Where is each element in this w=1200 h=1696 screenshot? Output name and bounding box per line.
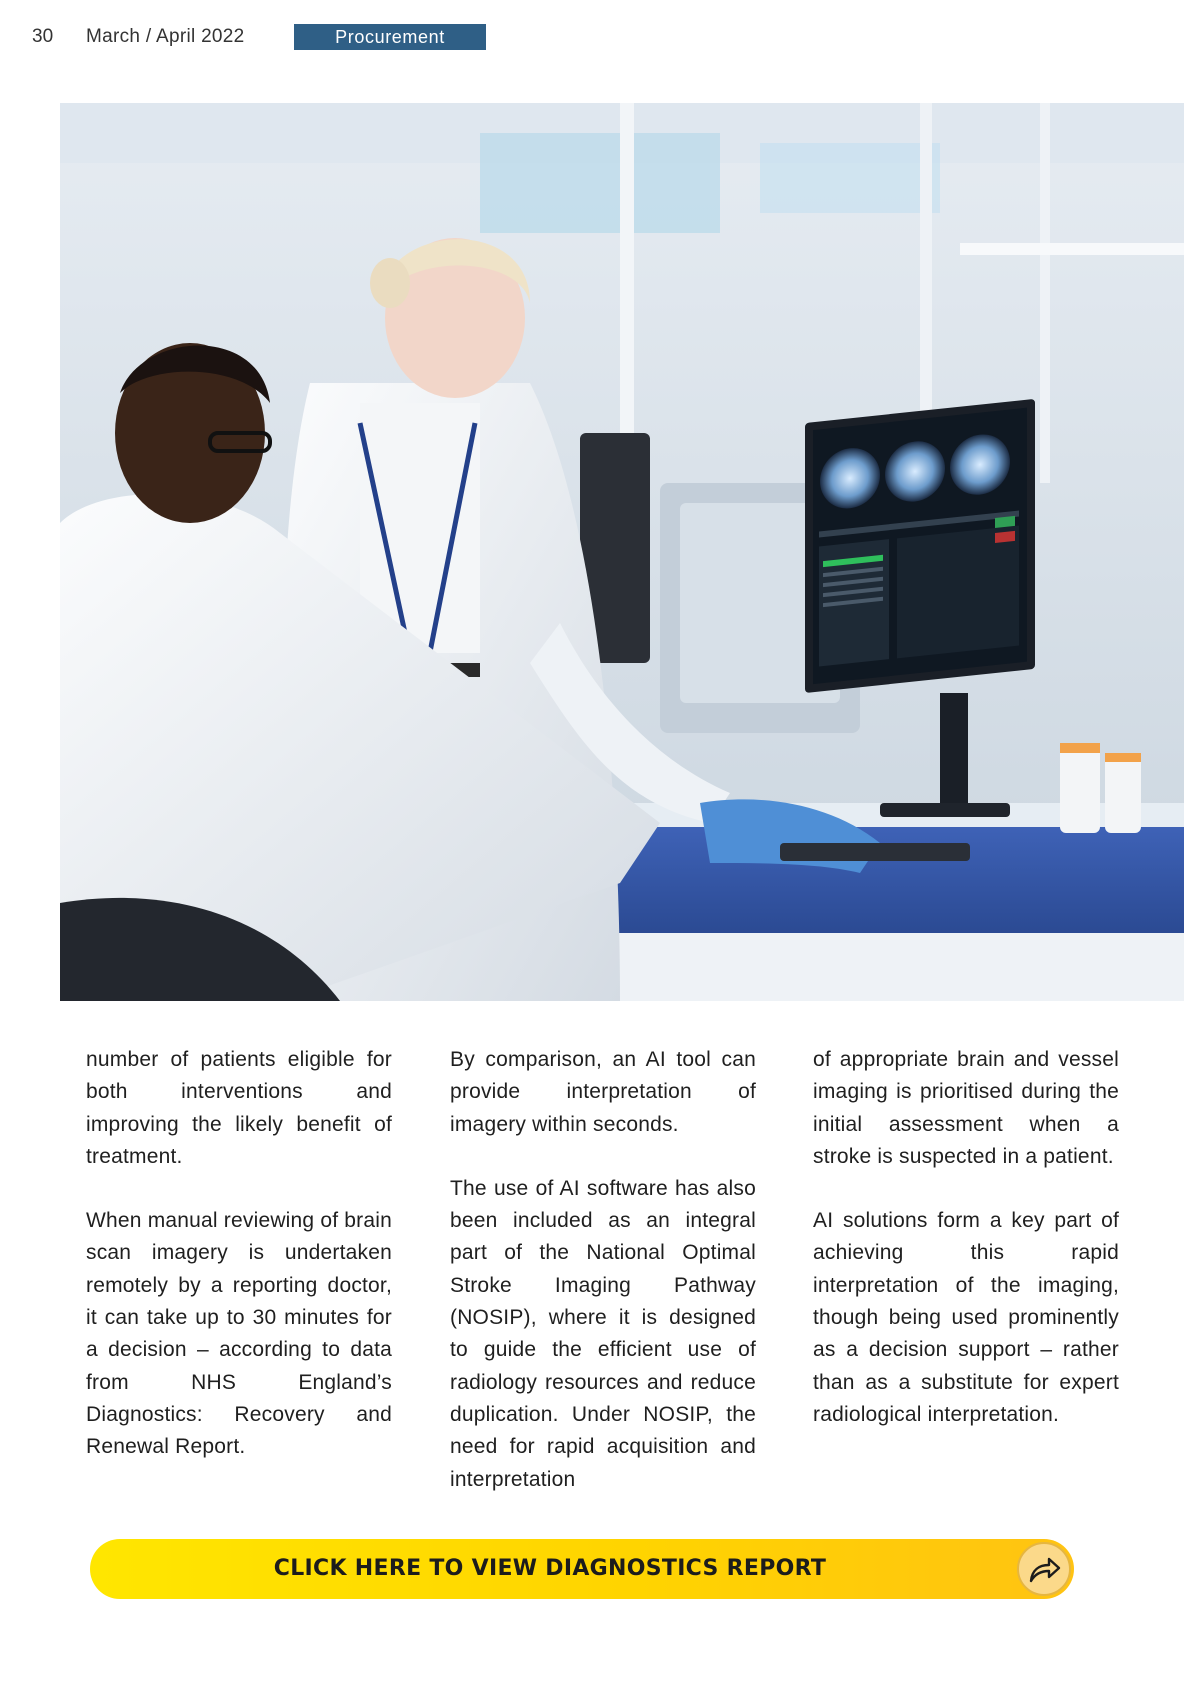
paragraph: AI solutions form a key part of achieving this rapid interpretation of the imaging, though being used prominently as a decision support – rather than as a substitute for expert radiological interpretation. [813,1209,1119,1426]
paragraph: By comparison, an AI tool can provide interpretation of imagery within seconds. [450,1048,756,1136]
issue-date: March / April 2022 [86,26,245,47]
section-tag: Procurement [294,24,486,50]
article-column-3 [813,1044,1119,1463]
article-body [86,1044,1120,1504]
page-number: 30 [32,26,54,47]
paragraph: of appropriate brain and vessel imaging is prioritised during the initial assessment when a stroke is suspected in a patient. [813,1048,1119,1168]
paragraph: number of patients eligible for both interventions and improving the likely benefit of treatment. [86,1048,392,1168]
page-header [0,0,1200,80]
view-diagnostics-report-button[interactable] [90,1539,1074,1599]
article-column-1 [86,1044,392,1496]
article-column-2 [450,1044,756,1528]
paragraph: The use of AI software has also been included as an integral part of the National Optimal Stroke Imaging Pathway (NOSIP), where it is designed to guide the efficient use of radiology resources and reduce duplication. Under NOSIP, the need for rapid acquisition and interpretation [450,1176,756,1491]
share-arrow-icon[interactable] [1017,1542,1071,1596]
lab-photo-icon [60,103,1184,1001]
paragraph: When manual reviewing of brain scan imagery is undertaken remotely by a reporting doctor, it can take up to 30 minutes for a decision – according to data from NHS England’s Diagnostics: Recovery and Renewal Report. [86,1209,392,1459]
cta-label: CLICK HERE TO VIEW DIAGNOSTICS REPORT [273,1556,827,1581]
